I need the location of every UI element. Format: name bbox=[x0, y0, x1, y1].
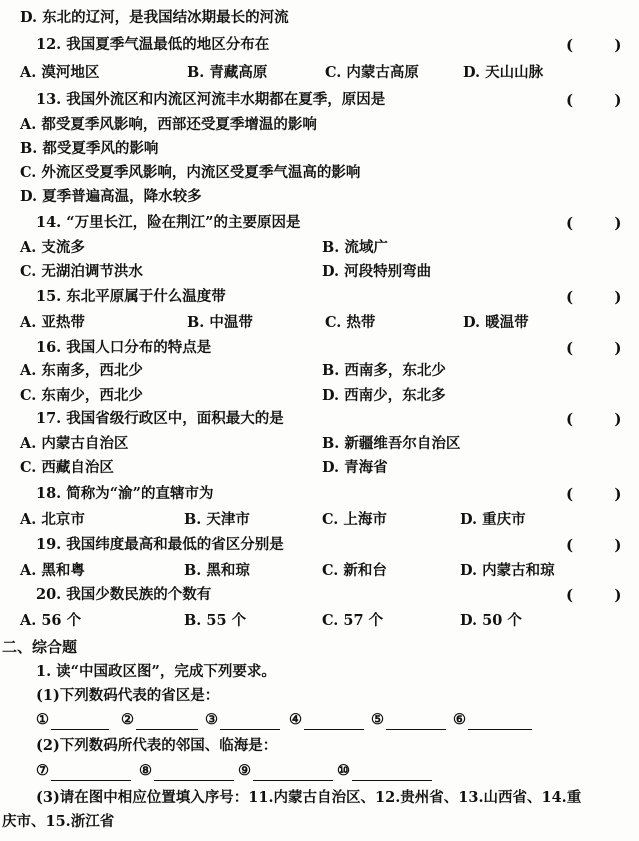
marker-2: ② bbox=[121, 711, 134, 728]
blank-5[interactable] bbox=[371, 710, 446, 730]
answer-paren: ( ) bbox=[566, 586, 639, 604]
marker-3: ③ bbox=[205, 711, 218, 728]
option-d: D. 50 个 bbox=[460, 612, 522, 629]
option-c: C. 东南少，西北少 bbox=[20, 387, 143, 404]
option-a: A. 亚热带 bbox=[20, 314, 85, 331]
marker-5: ⑤ bbox=[371, 711, 384, 728]
option-a: A. 都受夏季风影响，西部还受夏季增温的影响 bbox=[20, 116, 317, 133]
option-c: C. 外流区受夏季风影响，内流区受夏季气温高的影响 bbox=[20, 164, 361, 181]
blank-6[interactable] bbox=[453, 710, 532, 730]
answer-paren: ( ) bbox=[566, 36, 639, 54]
part-label: (1)下列数码代表的省区是： bbox=[36, 687, 220, 704]
answer-paren: ( ) bbox=[566, 485, 639, 503]
option-d: D. 青海省 bbox=[322, 459, 388, 476]
section-title: 二、综合题 bbox=[2, 638, 78, 656]
blank-7[interactable] bbox=[36, 761, 131, 781]
option-a: A. 东南多，西北少 bbox=[20, 362, 143, 379]
option-d: D. 西南少，东北多 bbox=[322, 387, 446, 404]
option-c: C. 内蒙古高原 bbox=[325, 64, 419, 81]
answer-line[interactable] bbox=[51, 764, 131, 781]
option-b: B. 青藏高原 bbox=[187, 64, 268, 81]
option-b: B. 55 个 bbox=[184, 612, 247, 629]
marker-9: ⑨ bbox=[238, 762, 251, 779]
part-label-cont: 庆市、15.浙江省 bbox=[2, 813, 115, 830]
option-b: B. 都受夏季风的影响 bbox=[20, 140, 159, 157]
answer-line[interactable] bbox=[253, 764, 333, 781]
option-b: B. 流域广 bbox=[322, 239, 388, 256]
answer-line[interactable] bbox=[136, 713, 198, 730]
option-c: C. 无湖泊调节洪水 bbox=[20, 263, 143, 280]
option-b: B. 黑和琼 bbox=[184, 562, 250, 579]
marker-6: ⑥ bbox=[453, 711, 466, 728]
option-b: B. 西南多，东北少 bbox=[322, 362, 446, 379]
option-a: A. 漠河地区 bbox=[20, 64, 100, 81]
answer-paren: ( ) bbox=[566, 288, 639, 306]
answer-line[interactable] bbox=[468, 713, 532, 730]
option-c: C. 57 个 bbox=[322, 612, 384, 629]
blank-1[interactable] bbox=[36, 710, 109, 730]
question-stem: 16. 我国人口分布的特点是 bbox=[36, 339, 212, 356]
option-c: C. 新和台 bbox=[322, 562, 387, 579]
answer-line[interactable] bbox=[352, 764, 432, 781]
question-stem: 12. 我国夏季气温最低的地区分布在 bbox=[36, 36, 270, 53]
answer-line[interactable] bbox=[220, 713, 280, 730]
option-a: A. 支流多 bbox=[20, 239, 85, 256]
option-a: A. 内蒙古自治区 bbox=[20, 435, 129, 452]
answer-line[interactable] bbox=[386, 713, 446, 730]
option-d: D. 重庆市 bbox=[460, 511, 526, 528]
option-c: C. 热带 bbox=[325, 314, 376, 331]
blank-4[interactable] bbox=[289, 710, 364, 730]
blank-2[interactable] bbox=[121, 710, 198, 730]
option-text: D. 东北的辽河，是我国结冰期最长的河流 bbox=[20, 9, 289, 26]
option-b: B. 中温带 bbox=[187, 314, 253, 331]
marker-10: ⑩ bbox=[337, 762, 350, 779]
answer-paren: ( ) bbox=[566, 339, 639, 357]
answer-line[interactable] bbox=[51, 713, 109, 730]
option-a: A. 北京市 bbox=[20, 511, 85, 528]
option-d: D. 河段特别弯曲 bbox=[322, 263, 432, 280]
marker-8: ⑧ bbox=[139, 762, 152, 779]
question-stem: 20. 我国少数民族的个数有 bbox=[36, 586, 212, 603]
answer-line[interactable] bbox=[304, 713, 364, 730]
answer-paren: ( ) bbox=[566, 536, 639, 554]
marker-1: ① bbox=[36, 711, 49, 728]
answer-paren: ( ) bbox=[566, 91, 639, 109]
question-stem: 19. 我国纬度最高和最低的省区分别是 bbox=[36, 536, 284, 553]
option-a: A. 黑和粤 bbox=[20, 562, 85, 579]
answer-line[interactable] bbox=[154, 764, 234, 781]
question-stem: 1. 读“中国政区图”，完成下列要求。 bbox=[36, 663, 276, 680]
marker-4: ④ bbox=[289, 711, 302, 728]
option-b: B. 天津市 bbox=[184, 511, 250, 528]
question-stem: 18. 简称为“渝”的直辖市为 bbox=[36, 485, 214, 502]
blank-9[interactable] bbox=[238, 761, 333, 781]
option-d: D. 暖温带 bbox=[463, 314, 529, 331]
question-stem: 17. 我国省级行政区中，面积最大的是 bbox=[36, 410, 284, 427]
part-label: (2)下列数码所代表的邻国、临海是： bbox=[36, 737, 278, 754]
option-d: D. 夏季普遍高温，降水较多 bbox=[20, 188, 202, 205]
answer-paren: ( ) bbox=[566, 410, 639, 428]
question-stem: 13. 我国外流区和内流区河流丰水期都在夏季，原因是 bbox=[36, 91, 386, 108]
part-label: (3)请在图中相应位置填入序号：11.内蒙古自治区、12.贵州省、13.山西省、14.重 bbox=[36, 789, 582, 806]
option-d: D. 内蒙古和琼 bbox=[460, 562, 555, 579]
blank-10[interactable] bbox=[337, 761, 432, 781]
answer-paren: ( ) bbox=[566, 214, 639, 232]
option-d: D. 天山山脉 bbox=[463, 64, 544, 81]
option-a: A. 56 个 bbox=[20, 612, 82, 629]
question-stem: 14. “万里长江，险在荆江”的主要原因是 bbox=[36, 214, 301, 231]
option-c: C. 上海市 bbox=[322, 511, 387, 528]
blank-3[interactable] bbox=[205, 710, 280, 730]
question-stem: 15. 东北平原属于什么温度带 bbox=[36, 288, 226, 305]
blank-8[interactable] bbox=[139, 761, 234, 781]
marker-7: ⑦ bbox=[36, 762, 49, 779]
option-b: B. 新疆维吾尔自治区 bbox=[322, 435, 461, 452]
option-c: C. 西藏自治区 bbox=[20, 459, 114, 476]
